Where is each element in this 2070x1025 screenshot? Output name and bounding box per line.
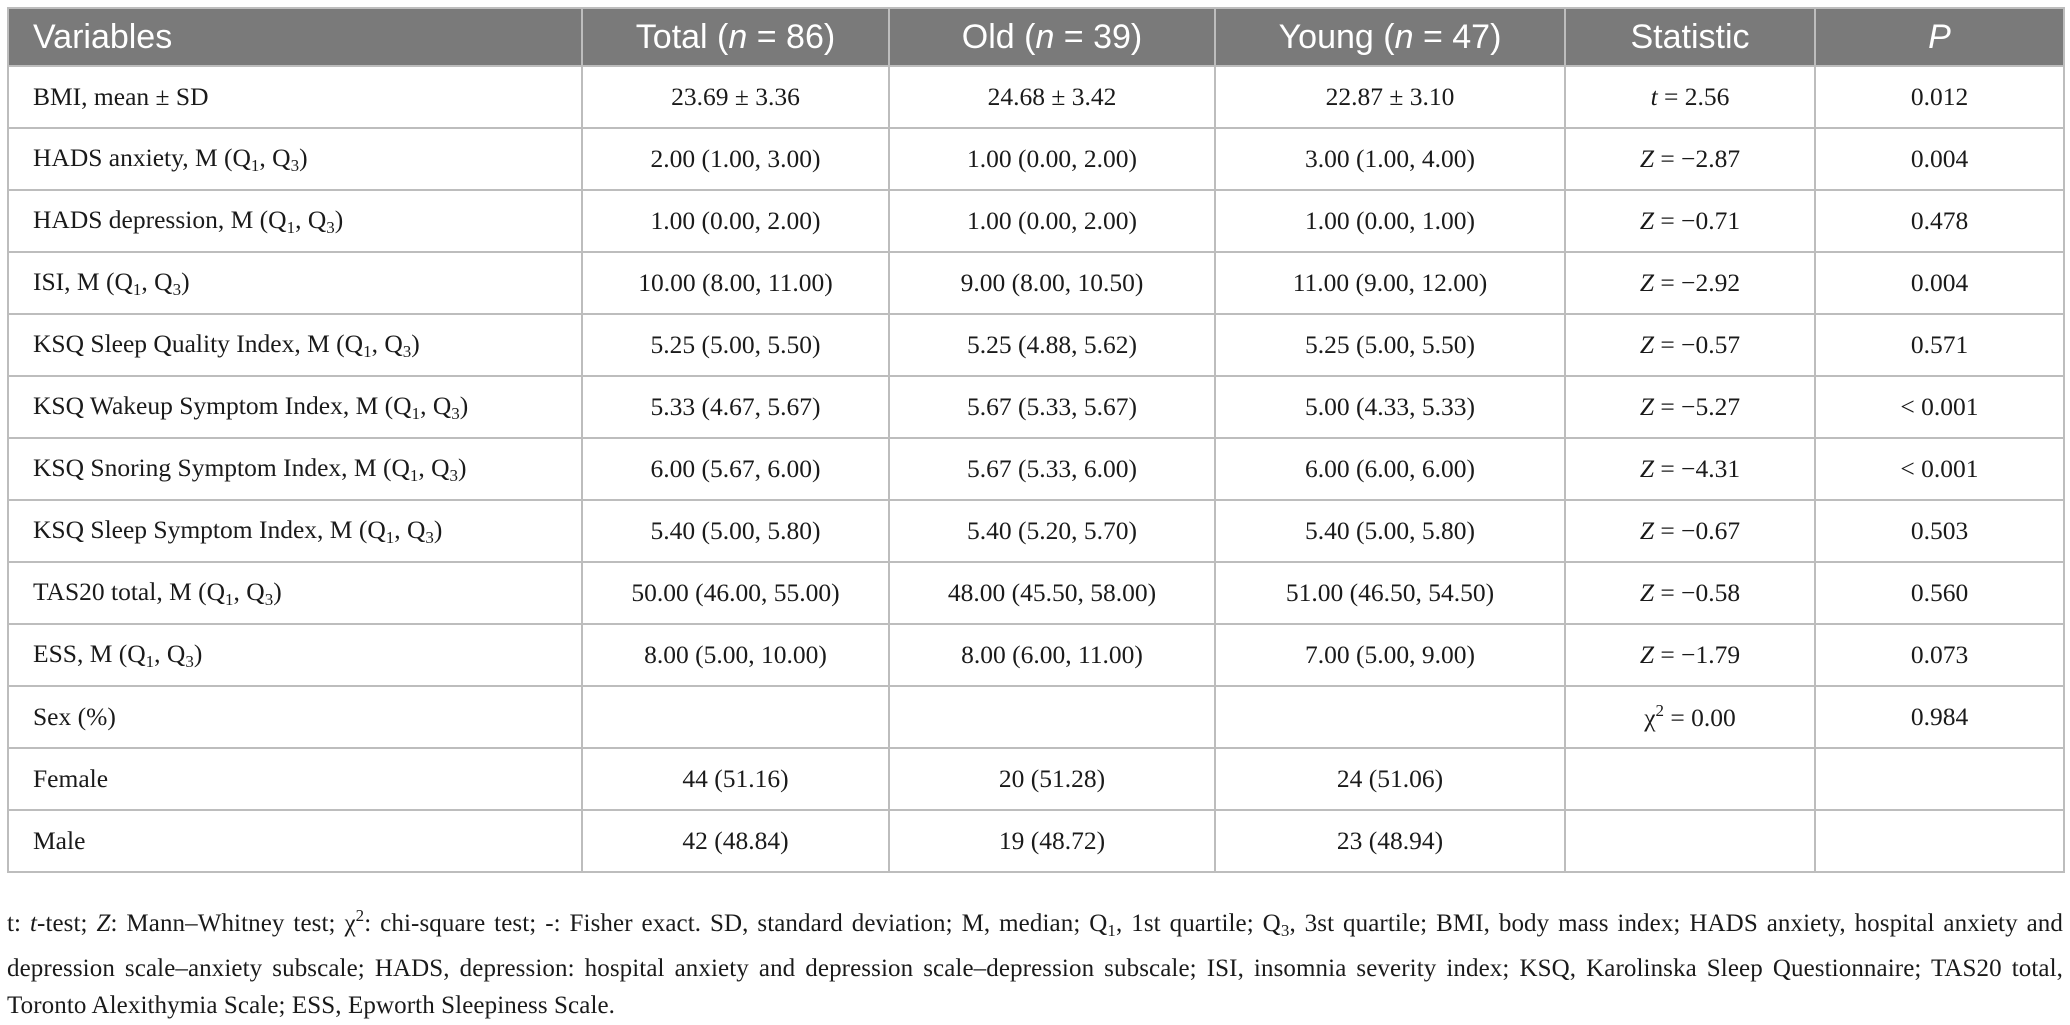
statistic-symbol: Z: [1639, 144, 1655, 173]
header-young-n: n: [1394, 17, 1414, 56]
variable-label: ESS, M (: [33, 638, 128, 668]
statistic-value: = 0.00: [1664, 703, 1736, 732]
table-row: [8, 624, 2064, 686]
cell-statistic: [1565, 128, 1815, 190]
quartile-sub-3: 3: [185, 651, 194, 671]
table-row: [8, 438, 2064, 500]
table-row: [8, 562, 2064, 624]
header-young-prefix: Young (: [1278, 17, 1395, 56]
table-row: [8, 500, 2064, 562]
cell-variable: [8, 562, 582, 624]
table-row: [8, 66, 2064, 128]
cell-old: [889, 686, 1215, 748]
quartile-close: ): [273, 576, 282, 606]
quartile-close: ): [459, 390, 469, 420]
statistic-value: = −1.79: [1654, 640, 1741, 669]
cell-total: 50.00 (46.00, 55.00): [582, 562, 889, 624]
variable-label: KSQ Wakeup Symptom Index, M (: [33, 390, 394, 420]
quartile-q: Q: [166, 638, 186, 668]
header-old-n: n: [1035, 17, 1055, 56]
cell-old: 1.00 (0.00, 2.00): [889, 190, 1215, 252]
quartile-sub-3: 3: [290, 155, 300, 175]
quartile-q: Q: [391, 452, 410, 482]
cell-p: 0.503: [1815, 500, 2064, 562]
quartile-sub-3: 3: [449, 465, 459, 485]
statistic-value: = −0.57: [1654, 330, 1741, 359]
quartile-q: Q: [232, 142, 251, 172]
cell-total: 44 (51.16): [582, 748, 889, 810]
cell-old: 1.00 (0.00, 2.00): [889, 128, 1215, 190]
statistic-symbol: Z: [1639, 578, 1655, 607]
cell-p: < 0.001: [1815, 438, 2064, 500]
quartile-close: ): [433, 514, 443, 544]
cell-old: 5.40 (5.20, 5.70): [889, 500, 1215, 562]
statistic-symbol: Z: [1639, 268, 1655, 297]
statistic-value: = −0.58: [1654, 578, 1741, 607]
quartile-sub-3: 3: [402, 341, 412, 361]
cell-p: 0.984: [1815, 686, 2064, 748]
quartile-sub-1: 1: [409, 465, 419, 485]
quartile-q: Q: [268, 204, 287, 234]
statistic-symbol: t: [1650, 82, 1658, 111]
cell-p: 0.073: [1815, 624, 2064, 686]
cell-variable: [8, 438, 582, 500]
cell-old: 19 (48.72): [889, 810, 1215, 872]
quartile-q: Q: [432, 390, 452, 420]
data-table-container: [7, 7, 2063, 873]
cell-variable: [8, 810, 582, 872]
cell-p: 0.560: [1815, 562, 2064, 624]
cell-young: 23 (48.94): [1215, 810, 1565, 872]
cell-young: 51.00 (46.50, 54.50): [1215, 562, 1565, 624]
table-row: [8, 190, 2064, 252]
quartile-sub-3: 3: [264, 589, 274, 609]
header-total-suffix: = 86): [747, 17, 836, 56]
header-p: P: [1815, 8, 2064, 66]
variable-label: BMI, mean ± SD: [33, 82, 209, 111]
quartile-q: Q: [367, 514, 386, 544]
quartile-q: Q: [154, 266, 173, 296]
footnote-part: t:: [7, 910, 30, 937]
cell-variable: [8, 314, 582, 376]
cell-statistic: [1565, 624, 1815, 686]
table-row: [8, 252, 2064, 314]
variable-label: KSQ Sleep Symptom Index, M (: [33, 514, 368, 544]
cell-young: 5.40 (5.00, 5.80): [1215, 500, 1565, 562]
quartile-separator: ,: [295, 204, 308, 234]
statistic-value: = 2.56: [1657, 82, 1730, 111]
quartile-q: Q: [114, 266, 133, 296]
quartile-sub-3: 3: [172, 279, 182, 299]
quartile-separator: ,: [154, 638, 167, 668]
cell-statistic: [1565, 562, 1815, 624]
quartile-sub-3: 3: [326, 217, 335, 237]
quartile-sub-1: 1: [145, 651, 155, 671]
variable-label: Male: [33, 826, 86, 855]
cell-old: 24.68 ± 3.42: [889, 66, 1215, 128]
quartile-separator: ,: [233, 576, 247, 606]
variable-label: HADS depression, M (: [33, 204, 269, 234]
cell-young: 5.25 (5.00, 5.50): [1215, 314, 1565, 376]
cell-statistic: [1565, 190, 1815, 252]
footnote-t-italic: t: [29, 910, 38, 937]
cell-total: 5.33 (4.67, 5.67): [582, 376, 889, 438]
cell-p: < 0.001: [1815, 376, 2064, 438]
footnote-part: : Mann–Whitney test; χ: [110, 910, 356, 937]
statistic-value: = −5.27: [1654, 392, 1741, 421]
quartile-q: Q: [407, 514, 426, 544]
variable-label: HADS anxiety, M (: [33, 142, 233, 172]
cell-total: 10.00 (8.00, 11.00): [582, 252, 889, 314]
cell-statistic: [1565, 252, 1815, 314]
cell-variable: [8, 500, 582, 562]
variable-label: Sex (%): [33, 702, 116, 731]
quartile-separator: ,: [418, 452, 432, 482]
quartile-sub-1: 1: [225, 589, 234, 609]
cell-variable: [8, 128, 582, 190]
cell-total: [582, 686, 889, 748]
header-total: [582, 8, 889, 66]
statistic-value: = −2.92: [1654, 268, 1741, 297]
cell-old: 20 (51.28): [889, 748, 1215, 810]
quartile-q: Q: [246, 576, 265, 606]
cell-p: 0.004: [1815, 128, 2064, 190]
table-row: [8, 314, 2064, 376]
header-young: [1215, 8, 1565, 66]
cell-total: 1.00 (0.00, 2.00): [582, 190, 889, 252]
footnote-chi-sup: 2: [355, 906, 365, 925]
cell-young: 11.00 (9.00, 12.00): [1215, 252, 1565, 314]
table-header-row: [8, 8, 2064, 66]
cell-statistic: [1565, 810, 1815, 872]
cell-statistic: [1565, 500, 1815, 562]
statistic-symbol: Z: [1639, 206, 1655, 235]
table-row: [8, 810, 2064, 872]
cell-young: [1215, 686, 1565, 748]
header-statistic: Statistic: [1565, 8, 1815, 66]
table-footnote: [7, 897, 2063, 1025]
statistic-symbol: Z: [1639, 640, 1655, 669]
cell-total: 23.69 ± 3.36: [582, 66, 889, 128]
quartile-close: ): [334, 204, 344, 234]
quartile-sub-1: 1: [132, 279, 142, 299]
cell-young: 3.00 (1.00, 4.00): [1215, 128, 1565, 190]
variable-label: TAS20 total, M (: [33, 576, 207, 606]
header-old-suffix: = 39): [1054, 17, 1143, 56]
cell-young: 7.00 (5.00, 9.00): [1215, 624, 1565, 686]
footnote-q3-sub: 3: [1280, 921, 1290, 940]
quartile-sub-1: 1: [250, 155, 260, 175]
quartile-q: Q: [272, 142, 291, 172]
header-total-prefix: Total (: [635, 17, 729, 56]
cell-young: 6.00 (6.00, 6.00): [1215, 438, 1565, 500]
data-table: [7, 7, 2065, 873]
cell-p: 0.004: [1815, 252, 2064, 314]
cell-p: 0.478: [1815, 190, 2064, 252]
cell-total: 2.00 (1.00, 3.00): [582, 128, 889, 190]
quartile-q: Q: [384, 328, 403, 358]
cell-p: 0.012: [1815, 66, 2064, 128]
cell-p: [1815, 810, 2064, 872]
statistic-value: = −0.71: [1654, 206, 1741, 235]
quartile-separator: ,: [371, 328, 385, 358]
statistic-value: = −4.31: [1654, 454, 1741, 483]
cell-old: 5.67 (5.33, 6.00): [889, 438, 1215, 500]
quartile-separator: ,: [394, 514, 407, 544]
table-row: [8, 686, 2064, 748]
quartile-close: ): [299, 142, 308, 172]
statistic-sup: 2: [1655, 701, 1665, 720]
quartile-sub-1: 1: [385, 527, 395, 547]
variable-label: KSQ Sleep Quality Index, M (: [33, 328, 345, 358]
quartile-q: Q: [344, 328, 364, 358]
footnote-part: : chi-square test; -: Fisher exact. SD, standard deviation; M, median; Q: [364, 910, 1108, 937]
cell-variable: [8, 748, 582, 810]
header-variables: Variables: [8, 8, 582, 66]
cell-young: 5.00 (4.33, 5.33): [1215, 376, 1565, 438]
cell-variable: [8, 66, 582, 128]
quartile-q: Q: [431, 452, 450, 482]
cell-young: 1.00 (0.00, 1.00): [1215, 190, 1565, 252]
cell-total: 5.25 (5.00, 5.50): [582, 314, 889, 376]
cell-p: 0.571: [1815, 314, 2064, 376]
cell-old: 5.25 (4.88, 5.62): [889, 314, 1215, 376]
statistic-value: = −0.67: [1654, 516, 1741, 545]
quartile-close: ): [193, 638, 203, 668]
footnote-part: , 1st quartile; Q: [1116, 910, 1281, 937]
cell-old: 8.00 (6.00, 11.00): [889, 624, 1215, 686]
header-young-suffix: = 47): [1413, 17, 1502, 56]
header-total-n: n: [728, 17, 748, 56]
cell-statistic: [1565, 66, 1815, 128]
statistic-symbol: χ: [1644, 703, 1656, 732]
cell-variable: [8, 376, 582, 438]
statistic-symbol: Z: [1639, 330, 1655, 359]
cell-p: [1815, 748, 2064, 810]
cell-statistic: [1565, 686, 1815, 748]
quartile-close: ): [181, 266, 190, 296]
cell-total: 42 (48.84): [582, 810, 889, 872]
quartile-separator: ,: [259, 142, 273, 172]
quartile-q: Q: [393, 390, 412, 420]
quartile-sub-1: 1: [411, 403, 421, 423]
cell-variable: [8, 252, 582, 314]
variable-label: Female: [33, 764, 109, 793]
statistic-symbol: Z: [1639, 392, 1655, 421]
header-old-prefix: Old (: [961, 17, 1036, 56]
footnote-part: -test;: [37, 910, 97, 937]
statistic-symbol: Z: [1639, 454, 1655, 483]
cell-variable: [8, 686, 582, 748]
quartile-sub-3: 3: [451, 403, 460, 423]
table-row: [8, 748, 2064, 810]
header-old: [889, 8, 1215, 66]
quartile-separator: ,: [141, 266, 155, 296]
statistic-symbol: Z: [1639, 516, 1655, 545]
cell-statistic: [1565, 376, 1815, 438]
quartile-close: ): [458, 452, 467, 482]
footnote-z-italic: Z: [96, 910, 111, 937]
table-body: [8, 66, 2064, 872]
cell-old: 5.67 (5.33, 5.67): [889, 376, 1215, 438]
cell-statistic: [1565, 748, 1815, 810]
cell-young: 24 (51.06): [1215, 748, 1565, 810]
cell-total: 8.00 (5.00, 10.00): [582, 624, 889, 686]
quartile-sub-1: 1: [286, 217, 296, 237]
footnote-part: , 3st quartile; BMI, body mass index; HADS anxiety, hospital anxiety and depression scale–anxiety subscale; HADS, depression: hospital anxiety and depression scale–depression subscale; ISI, insomnia severity index; KSQ, Karolinska Sleep Questionnaire; TAS20 total, Toronto Alexithymia Scale; ESS, Epworth Sleepiness Scale.: [7, 910, 2063, 1019]
quartile-q: Q: [206, 576, 226, 606]
statistic-value: = −2.87: [1654, 144, 1741, 173]
footnote-q1-sub: 1: [1107, 921, 1117, 940]
cell-total: 5.40 (5.00, 5.80): [582, 500, 889, 562]
quartile-q: Q: [127, 638, 146, 668]
variable-label: KSQ Snoring Symptom Index, M (: [33, 452, 392, 482]
quartile-q: Q: [307, 204, 327, 234]
quartile-close: ): [411, 328, 420, 358]
variable-label: ISI, M (: [33, 266, 115, 296]
cell-young: 22.87 ± 3.10: [1215, 66, 1565, 128]
quartile-separator: ,: [420, 390, 433, 420]
cell-statistic: [1565, 314, 1815, 376]
cell-old: 48.00 (45.50, 58.00): [889, 562, 1215, 624]
table-row: [8, 128, 2064, 190]
cell-old: 9.00 (8.00, 10.50): [889, 252, 1215, 314]
quartile-sub-1: 1: [363, 341, 372, 361]
table-row: [8, 376, 2064, 438]
cell-variable: [8, 624, 582, 686]
cell-statistic: [1565, 438, 1815, 500]
quartile-sub-3: 3: [425, 527, 434, 547]
cell-total: 6.00 (5.67, 6.00): [582, 438, 889, 500]
cell-variable: [8, 190, 582, 252]
